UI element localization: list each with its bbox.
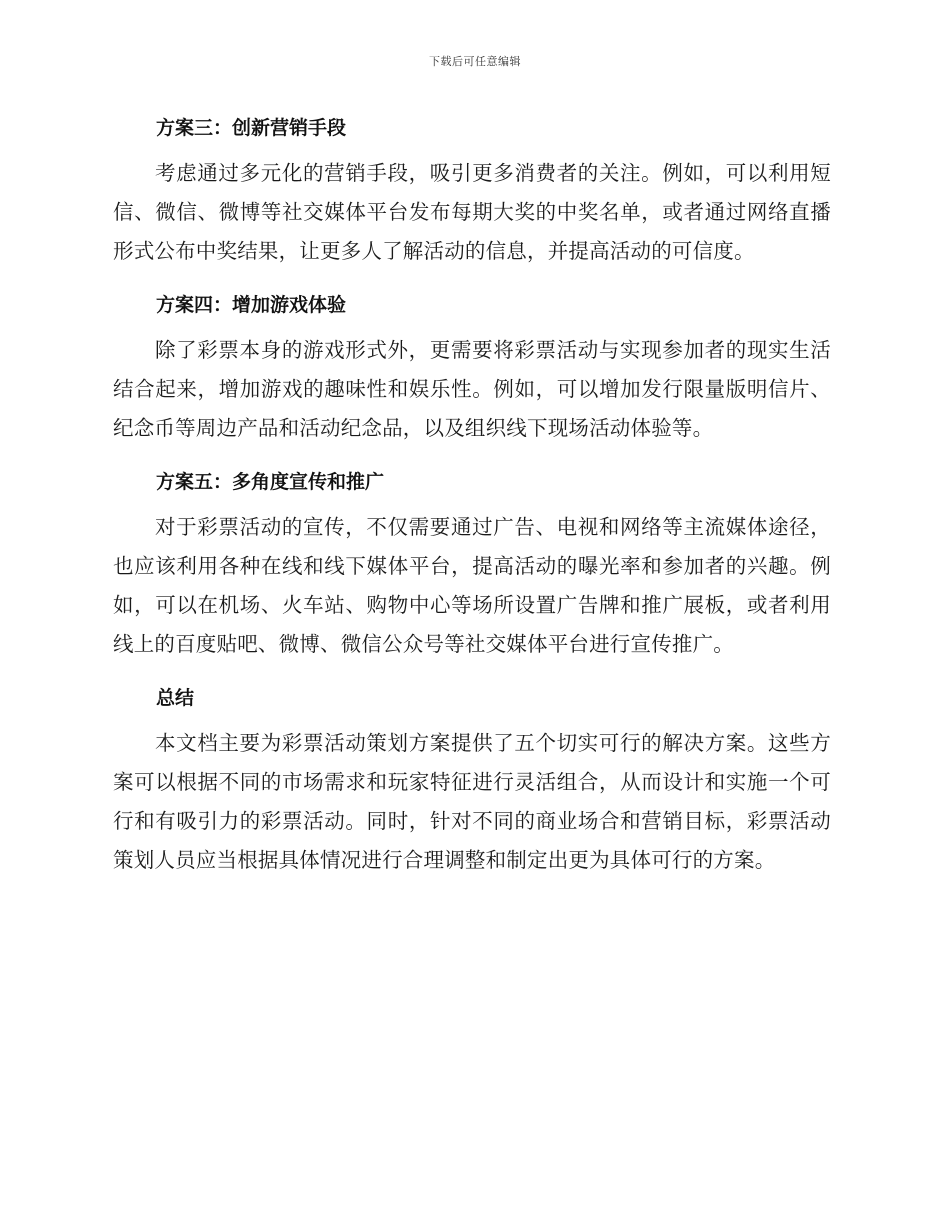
document-body bbox=[113, 108, 831, 894]
section-summary bbox=[113, 678, 831, 880]
section-plan-five bbox=[113, 462, 831, 664]
section-paragraph: 除了彩票本身的游戏形式外，更需要将彩票活动与实现参加者的现实生活结合起来，增加游戏的趣味性和娱乐性。例如，可以增加发行限量版明信片、纪念币等周边产品和活动纪念品，以及组织线下现场活动体验等。 bbox=[113, 338, 831, 440]
section-heading: 方案三：创新营销手段 bbox=[156, 117, 347, 139]
section-heading: 总结 bbox=[156, 687, 195, 709]
section-plan-four bbox=[113, 285, 831, 448]
section-heading: 方案四：增加游戏体验 bbox=[156, 294, 347, 316]
section-paragraph: 本文档主要为彩票活动策划方案提供了五个切实可行的解决方案。这些方案可以根据不同的市场需求和玩家特征进行灵活组合，从而设计和实施一个可行和有吸引力的彩票活动。同时，针对不同的商业场合和营销目标，彩票活动策划人员应当根据具体情况进行合理调整和制定出更为具体可行的方案。 bbox=[113, 731, 831, 872]
section-plan-three bbox=[113, 108, 831, 271]
page-header: 下载后可任意编辑 bbox=[429, 55, 521, 68]
section-paragraph: 考虑通过多元化的营销手段，吸引更多消费者的关注。例如，可以利用短信、微信、微博等社交媒体平台发布每期大奖的中奖名单，或者通过网络直播形式公布中奖结果，让更多人了解活动的信息，并提高活动的可信度。 bbox=[113, 161, 831, 263]
section-heading: 方案五：多角度宣传和推广 bbox=[156, 471, 385, 493]
section-paragraph: 对于彩票活动的宣传，不仅需要通过广告、电视和网络等主流媒体途径，也应该利用各种在线和线下媒体平台，提高活动的曝光率和参加者的兴趣。例如，可以在机场、火车站、购物中心等场所设置广告牌和推广展板，或者利用线上的百度贴吧、微博、微信公众号等社交媒体平台进行宣传推广。 bbox=[113, 515, 831, 656]
